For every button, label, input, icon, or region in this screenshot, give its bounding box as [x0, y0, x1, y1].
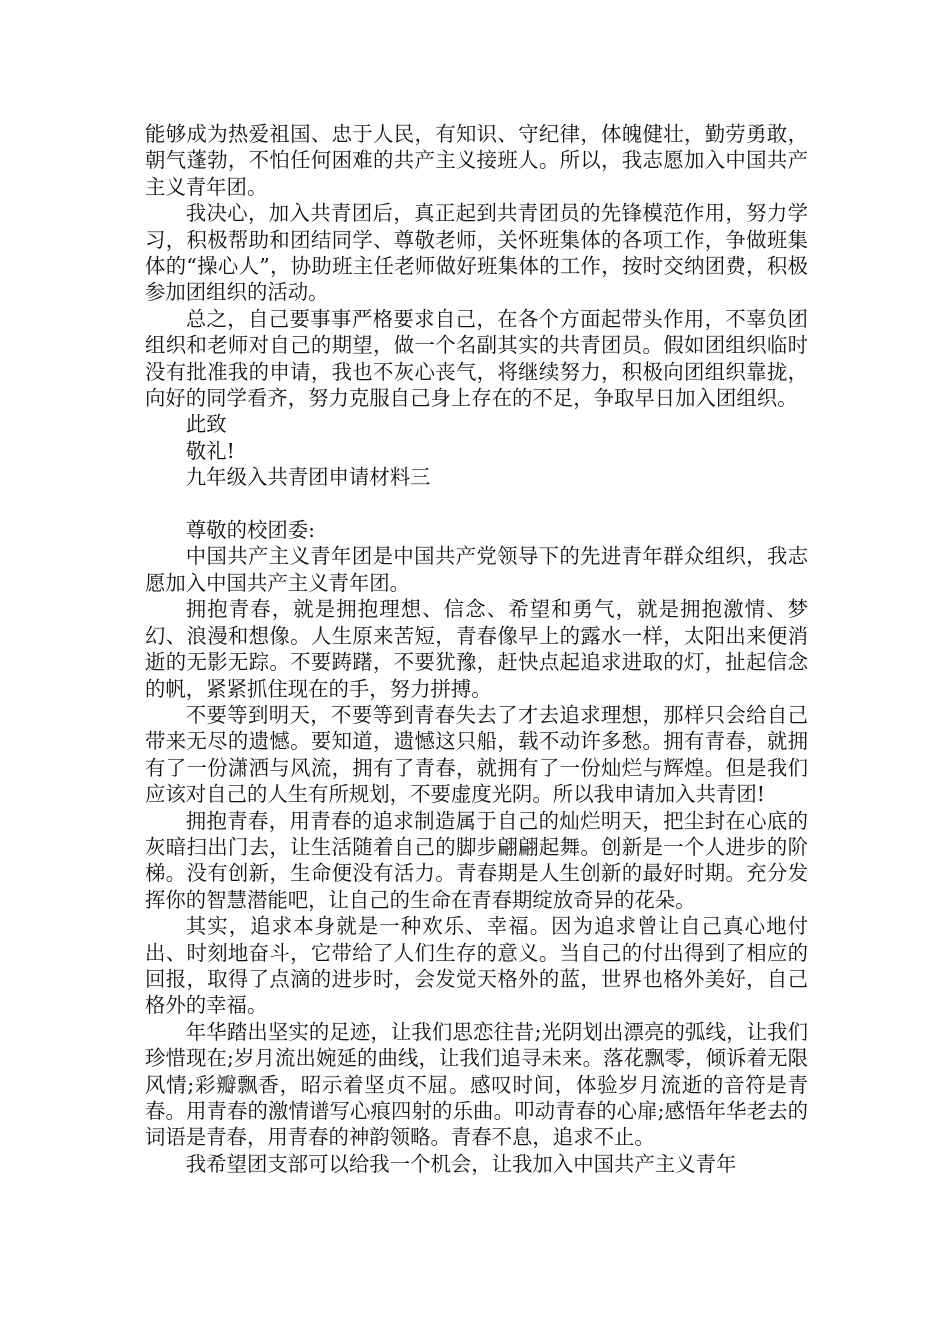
paragraph-summary: 总之，自己要事事严格要求自己，在各个方面起带头作用，不辜负团组织和老师对自己的期望，做一个名副其实的共青团员。假如团组织临时没有批准我的申请，我也不灰心丧气，将继续努力，积极向团组织靠拢，向好的同学看齐，努力克服自己身上存在的不足，争取早日加入团组织。 [145, 306, 808, 411]
closing-salutation: 此致 [185, 412, 227, 437]
paragraph-hope: 我希望团支部可以给我一个机会，让我加入中国共产主义青年 [185, 1151, 737, 1176]
blank-line [145, 491, 808, 517]
section-title: 九年级入共青团申请材料三 [185, 465, 431, 490]
paragraph-embrace-youth: 拥抱青春，就是拥抱理想、信念、希望和勇气，就是拥抱激情、梦幻、浪漫和想像。人生原来苦短，青春像早上的露水一样，太阳出来便消逝的无影无踪。不要踌躇，不要犹豫，赶快点起追求进取的灯，扯起信念的帆，紧紧抓住现在的手，努力拼搏。 [145, 597, 808, 701]
paragraph-pursuit: 其实，追求本身就是一种欢乐、幸福。因为追求曾让自己真心地付出、时刻地奋斗，它带给了人们生存的意义。当自己的付出得到了相应的回报，取得了点滴的进步时，会发觉天格外的蓝，世界也格外美好，自己格外的幸福。 [145, 914, 808, 1018]
document-page [145, 121, 808, 1177]
paragraph-intro: 中国共产主义青年团是中国共产党领导下的先进青年群众组织，我志愿加入中国共产主义青年团。 [145, 544, 808, 595]
letter-greeting: 尊敬的校团委: [185, 518, 316, 543]
paragraph-dont-wait: 不要等到明天，不要等到青春失去了才去追求理想，那样只会给自己带来无尽的遗憾。要知道，遗憾这只船，载不动许多愁。拥有青春，就拥有了一份潇洒与风流，拥有了青春，就拥有了一份灿烂与辉煌。但是我们应该对自己的人生有所规划，不要虚度光阴。所以我申请加入共青团! [145, 702, 808, 807]
paragraph-determination: 我决心，加入共青团后，真正起到共青团员的先锋模范作用，努力学习，积极帮助和团结同学、尊敬老师，关怀班集体的各项工作，争做班集体的“操心人”，协助班主任老师做好班集体的工作，按时交纳团费，积极参加团组织的活动。 [145, 201, 808, 305]
closing-respect: 敬礼! [185, 438, 235, 463]
paragraph-aspiration: 能够成为热爱祖国、忠于人民，有知识、守纪律，体魄健壮，勤劳勇敢，朝气蓬勃，不怕任何困难的共产主义接班人。所以，我志愿加入中国共产主义青年团。 [145, 122, 808, 199]
paragraph-innovation: 拥抱青春，用青春的追求制造属于自己的灿烂明天，把尘封在心底的灰暗扫出门去，让生活随着自己的脚步翩翩起舞。创新是一个人进步的阶梯。没有创新，生命便没有活力。青春期是人生创新的最好时期。充分发挥你的智慧潜能吧，让自己的生命在青春期绽放奇异的花朵。 [145, 808, 808, 912]
paragraph-years: 年华踏出坚实的足迹，让我们思恋往昔;光阴划出漂亮的弧线，让我们珍惜现在;岁月流出婉延的曲线，让我们追寻未来。落花飘零，倾诉着无限风情;彩瓣飘香，昭示着坚贞不屈。感叹时间，体验岁月流逝的音符是青春。用青春的激情谱写心痕四射的乐曲。叩动青春的心扉;感悟年华老去的词语是青春，用青春的神韵领略。青春不息，追求不止。 [145, 1019, 808, 1150]
